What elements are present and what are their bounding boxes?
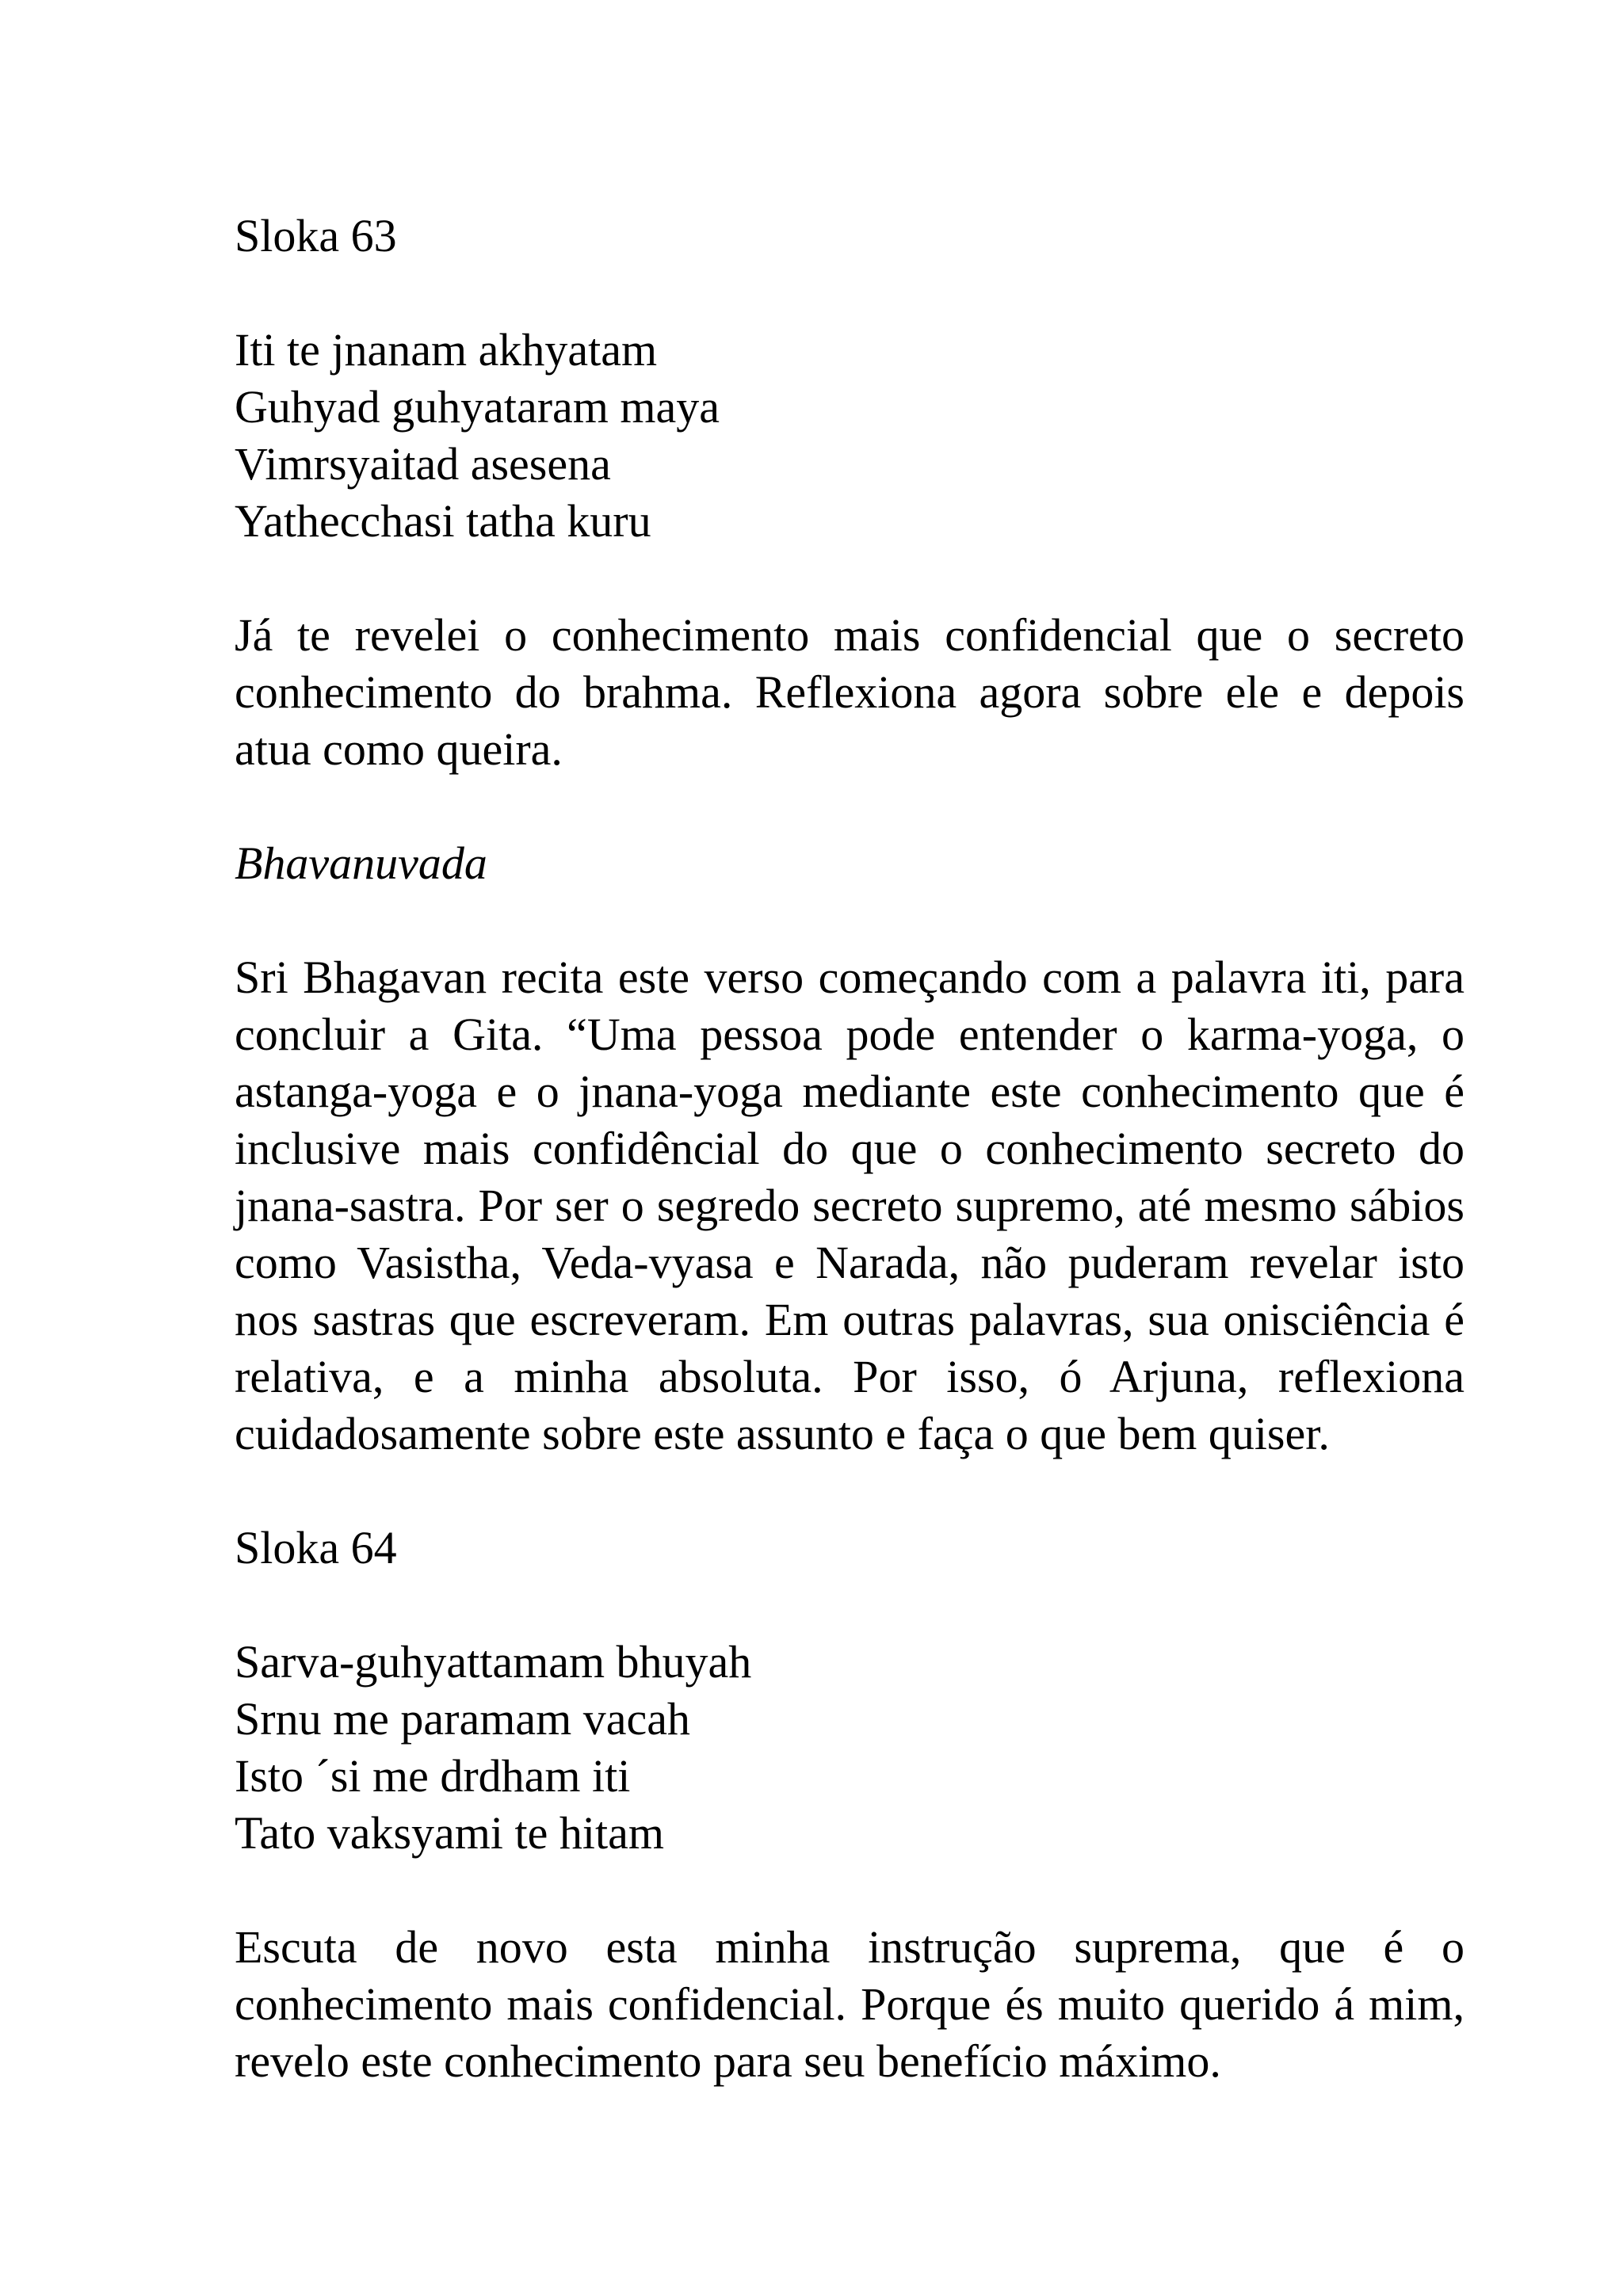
- verse-line: Vimrsyaitad asesena: [235, 438, 611, 490]
- verse-line: Srnu me paramam vacah: [235, 1693, 690, 1745]
- verse-line: Sarva-guhyattamam bhuyah: [235, 1636, 752, 1688]
- sloka-63-heading: Sloka 63: [235, 210, 397, 261]
- verse-line: Yathecchasi tatha kuru: [235, 495, 651, 547]
- sloka-64-translation: Escuta de novo esta minha instrução suprema, que é o conhecimento mais confidencial. Porque és muito querido á mim, revelo este conhecimento para seu benefício máximo.: [235, 1921, 1465, 2087]
- sloka-63-translation: Já te revelei o conhecimento mais confidencial que o secreto conhecimento do brahma. Reflexiona agora sobre ele e depois atua como queira.: [235, 609, 1465, 775]
- sloka-63-verse: [235, 322, 1465, 550]
- verse-line: Tato vaksyami te hitam: [235, 1807, 664, 1859]
- sloka-63-commentary: Sri Bhagavan recita este verso começando com a palavra iti, para concluir a Gita. “Uma pessoa pode entender o karma-yoga, o astanga-yoga e o jnana-yoga mediante este conhecimento que é inclusive mais confidêncial do que o conhecimento secreto do jnana-sastra. Por ser o segredo secreto supremo, até mesmo sábios como Vasistha, Veda-vyasa e Narada, não puderam revelar isto nos sastras que escreveram. Em outras palavras, sua onisciência é relativa, e a minha absoluta. Por isso, ó Arjuna, reflexiona cuidadosamente sobre este assunto e faça o que bem quiser.: [235, 952, 1465, 1459]
- verse-line: Guhyad guhyataram maya: [235, 381, 720, 433]
- page-content: [235, 208, 1465, 2147]
- sloka-64-heading: Sloka 64: [235, 1522, 397, 1573]
- commentary-title: Bhavanuvada: [235, 837, 487, 889]
- verse-line: Iti te jnanam akhyatam: [235, 324, 658, 376]
- sloka-64-verse: [235, 1634, 1465, 1862]
- verse-line: Isto ´si me drdham iti: [235, 1750, 631, 1802]
